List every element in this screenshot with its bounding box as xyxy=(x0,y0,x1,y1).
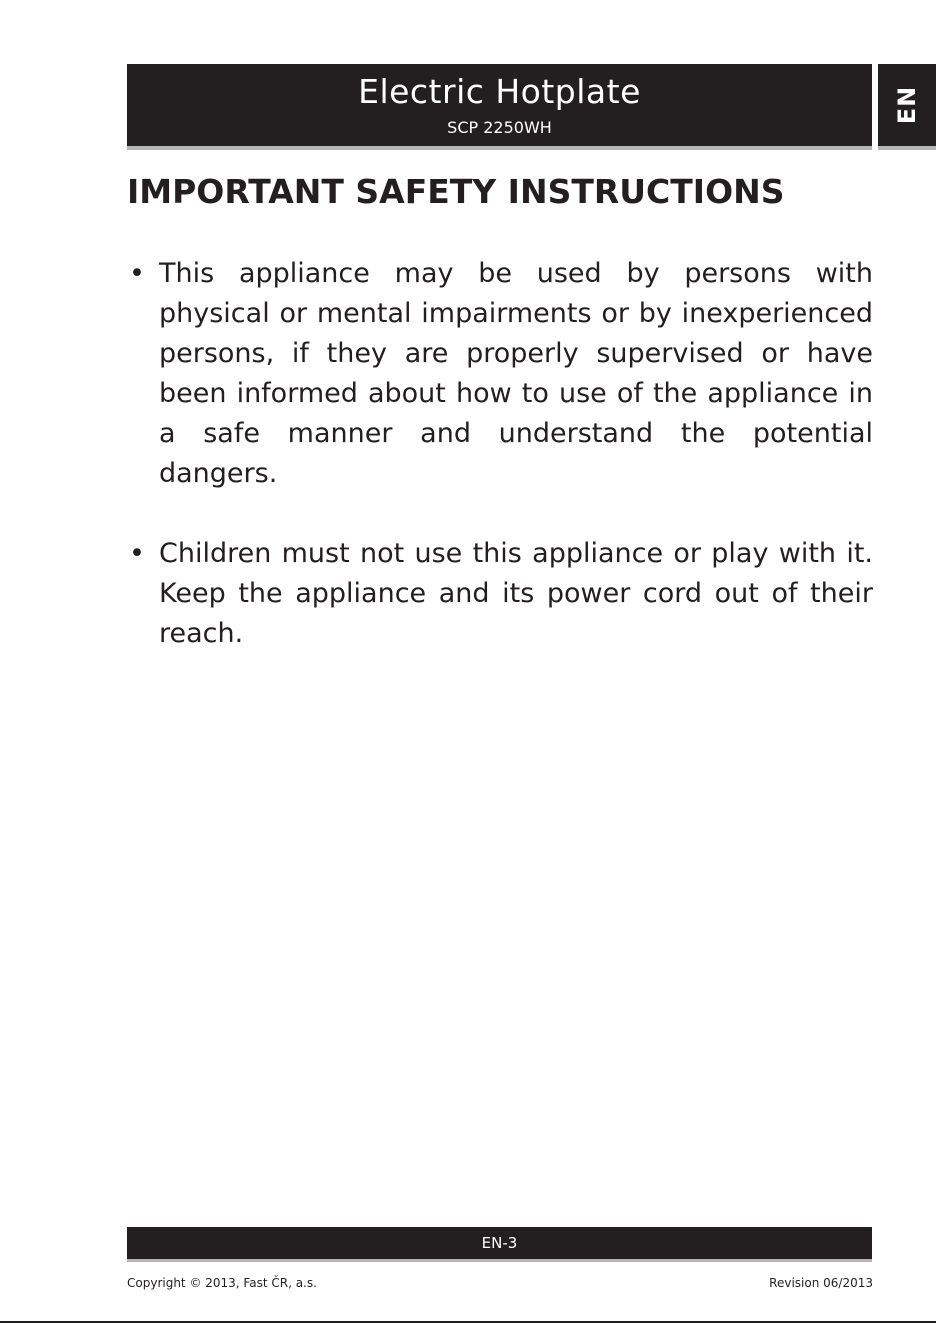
header-bar xyxy=(127,64,872,146)
safety-instructions-list xyxy=(127,254,873,694)
footer-bar xyxy=(127,1227,872,1259)
bullet-icon: • xyxy=(129,258,145,289)
model-number: SCP 2250WH xyxy=(447,118,552,137)
instruction-text: Children must not use this appliance or play with it. Keep the appliance and its power cord out of their reach. xyxy=(159,538,873,649)
instruction-text: This appliance may be used by persons with physical or mental impairments or by inexperienced persons, if they are properly supervised or have been informed about how to use of the appliance in a safe manner and understand the potential dangers. xyxy=(159,258,873,489)
document-title: Electric Hotplate xyxy=(358,72,641,111)
page-number: EN-3 xyxy=(481,1234,518,1252)
list-item xyxy=(127,534,873,654)
revision-text: Revision 06/2013 xyxy=(769,1276,873,1290)
language-tab xyxy=(878,64,936,146)
section-title: IMPORTANT SAFETY INSTRUCTIONS xyxy=(127,172,785,211)
language-code: EN xyxy=(893,85,921,125)
bullet-icon: • xyxy=(129,538,145,569)
copyright-text: Copyright © 2013, Fast ČR, a.s. xyxy=(127,1276,317,1290)
bottom-divider xyxy=(0,1321,936,1323)
list-item xyxy=(127,254,873,494)
